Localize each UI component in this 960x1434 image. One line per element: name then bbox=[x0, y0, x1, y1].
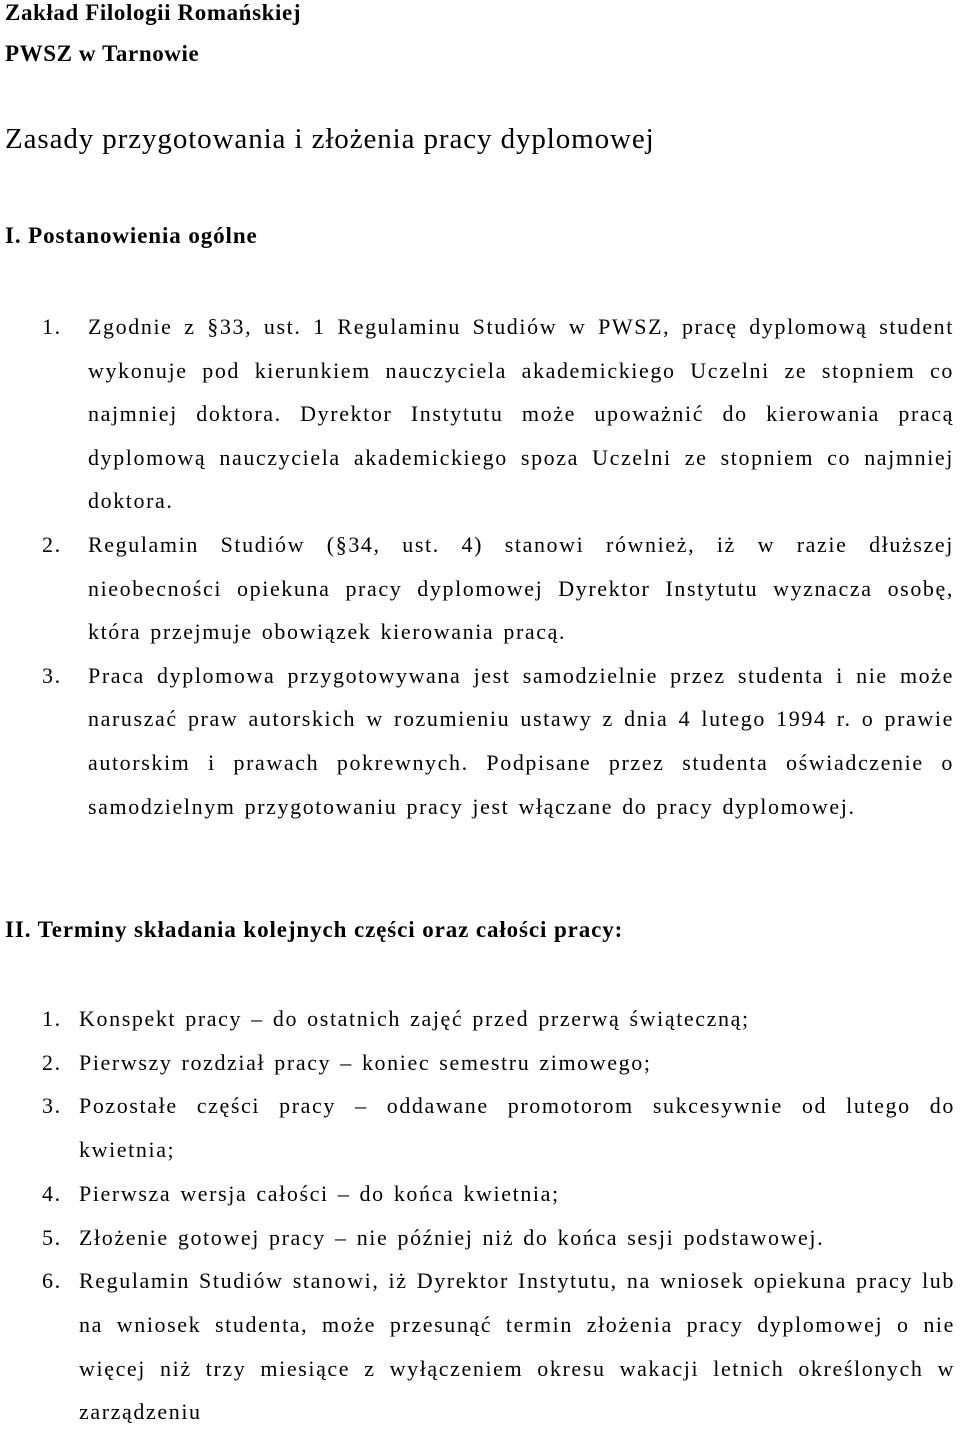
section-heading-deadlines: II. Terminy składania kolejnych części oraz całości pracy: bbox=[5, 917, 624, 942]
document-title: Zasady przygotowania i złożenia pracy dyplomowej bbox=[5, 123, 655, 155]
list-item bbox=[42, 1084, 955, 1171]
list-item bbox=[42, 1259, 955, 1434]
list-item-number: 2. bbox=[42, 1049, 62, 1075]
general-provisions-list bbox=[42, 305, 954, 828]
institution-location: PWSZ w Tarnowie bbox=[5, 41, 200, 66]
list-item-text: Regulamin Studiów stanowi, iż Dyrektor Instytutu, na wniosek opiekuna pracy lub na wniosek studenta, może przesunąć termin złożenia pracy dyplomowej o nie więcej niż trzy miesiące z wyłączeniem okresu wakacji letnich określonych w zarządzeniu bbox=[79, 1268, 955, 1425]
list-item bbox=[42, 1041, 955, 1085]
list-item-number: 2. bbox=[42, 531, 62, 557]
list-item-number: 3. bbox=[42, 1093, 62, 1119]
list-item-number: 5. bbox=[42, 1224, 62, 1250]
list-item-number: 1. bbox=[42, 314, 62, 339]
list-item-text: Regulamin Studiów (§34, ust. 4) stanowi również, iż w razie dłuższej nieobecności opiekuna pracy dyplomowej Dyrektor Instytutu wyznacza osobę, która przejmuje obowiązek kierowania pracą. bbox=[88, 531, 954, 645]
list-item bbox=[42, 1172, 955, 1216]
list-item bbox=[42, 654, 954, 828]
list-item-text: Praca dyplomowa przygotowywana jest samodzielnie przez studenta i nie może naruszać praw autorskich w rozumieniu ustawy z dnia 4 lutego 1994 r. o prawie autorskim i prawach pokrewnych. Podpisane przez studenta oświadczenie o samodzielnym przygotowaniu pracy jest włączane do pracy dyplomowej. bbox=[88, 662, 954, 819]
deadlines-list bbox=[42, 997, 955, 1434]
list-item-number: 4. bbox=[42, 1180, 62, 1206]
list-item-text: Konspekt pracy – do ostatnich zajęć przed przerwą świąteczną; bbox=[79, 1006, 750, 1031]
list-item-text: Pierwsza wersja całości – do końca kwietnia; bbox=[79, 1180, 560, 1206]
list-item-text: Pozostałe części pracy – oddawane promotorom sukcesywnie od lutego do kwietnia; bbox=[79, 1093, 955, 1163]
list-item bbox=[42, 997, 955, 1041]
list-item-number: 3. bbox=[42, 662, 62, 688]
list-item bbox=[42, 523, 954, 654]
list-item-number: 1. bbox=[42, 1006, 62, 1031]
list-item-text: Pierwszy rozdział pracy – koniec semestru zimowego; bbox=[79, 1049, 652, 1075]
list-item-text: Zgodnie z §33, ust. 1 Regulaminu Studiów w PWSZ, pracę dyplomową student wykonuje pod kierunkiem nauczyciela akademickiego Uczelni ze stopniem co najmniej doktora. Dyrektor Instytutu może upoważnić do kierowania pracą dyplomową nauczyciela akademickiego spoza Uczelni ze stopniem co najmniej doktora. bbox=[88, 314, 954, 514]
institution-name: Zakład Filologii Romańskiej bbox=[5, 0, 302, 25]
list-item-number: 6. bbox=[42, 1268, 62, 1294]
list-item bbox=[42, 305, 954, 523]
section-heading-general: I. Postanowienia ogólne bbox=[5, 223, 258, 248]
list-item-text: Złożenie gotowej pracy – nie później niż do końca sesji podstawowej. bbox=[79, 1224, 825, 1250]
list-item bbox=[42, 1216, 955, 1260]
